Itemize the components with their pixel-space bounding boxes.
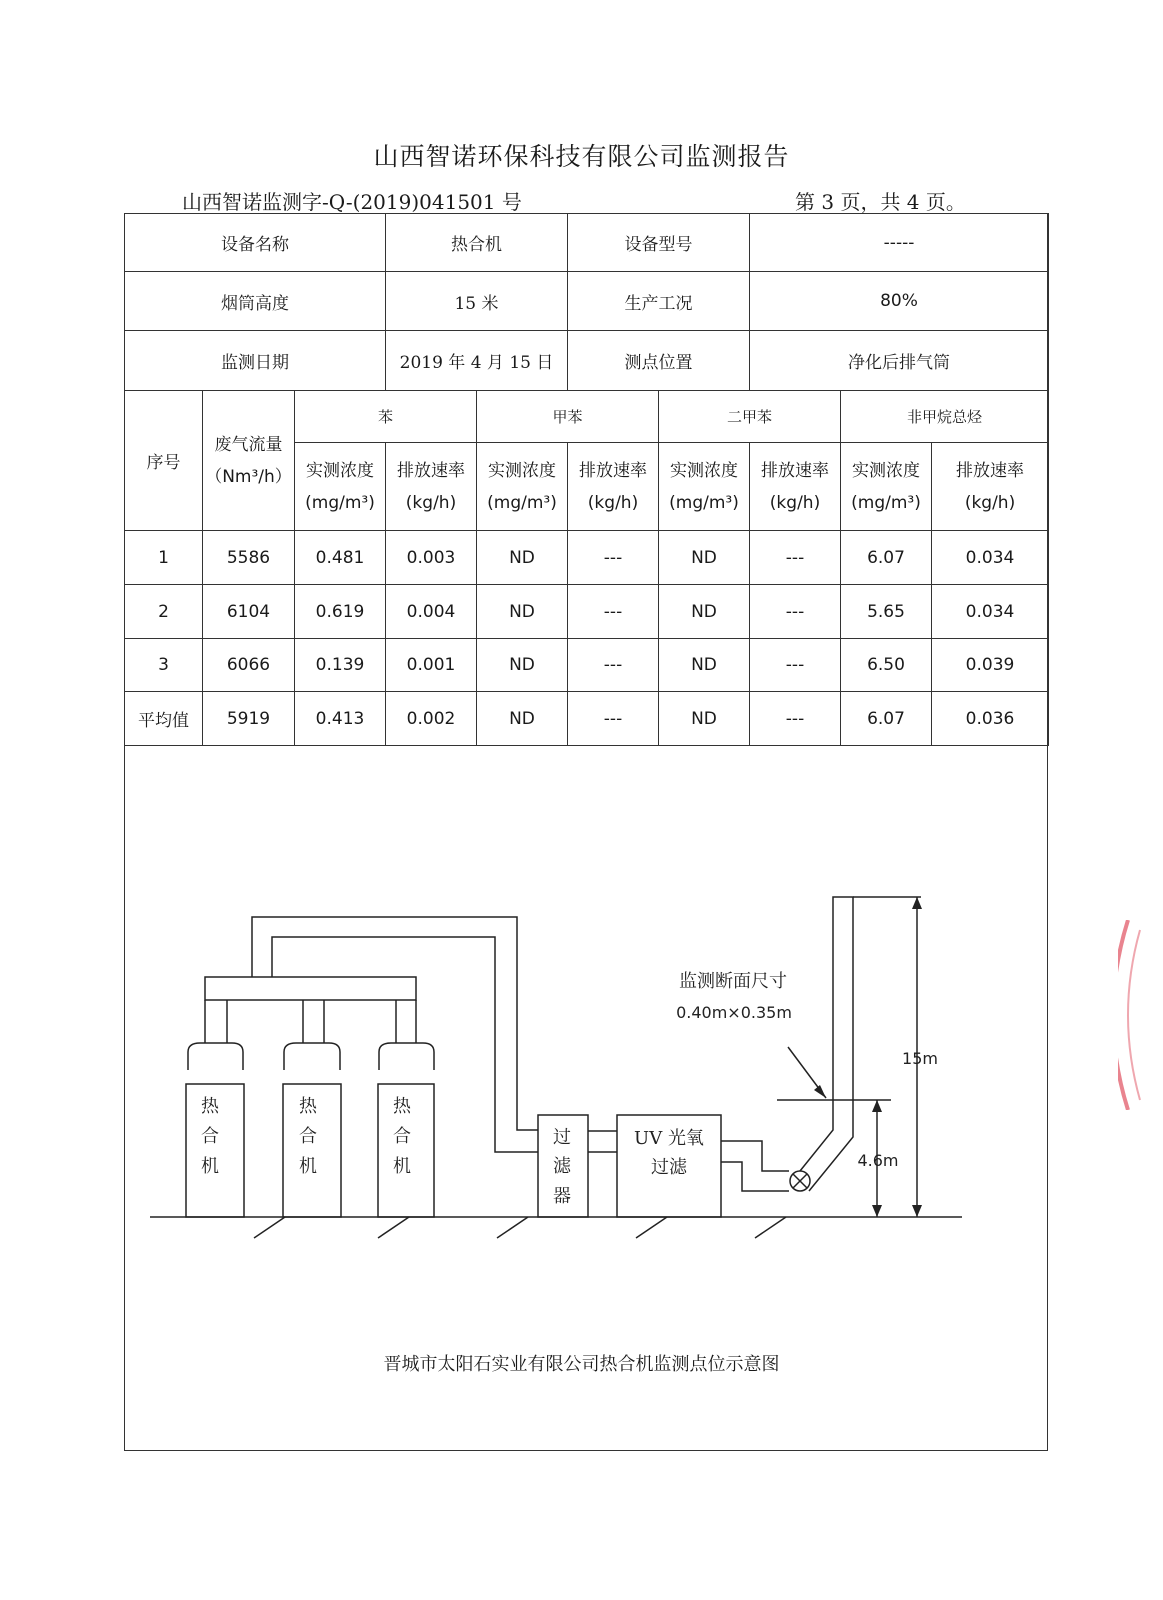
machine-label: 合 [201, 1126, 219, 1147]
rate-label: 排放速率 [579, 460, 647, 481]
table-cell: 0.413 [295, 692, 386, 746]
table-cell: ND [659, 639, 750, 692]
machine-label: 热 [299, 1096, 317, 1117]
chimney-height-label: 烟筒高度 [125, 272, 386, 331]
group-benzene: 苯 [295, 391, 477, 443]
document-number: 山西智诺监测字-Q-(2019)041501 号 [182, 190, 522, 214]
rate-unit: (kg/h) [964, 492, 1016, 513]
conc-unit: (mg/m³) [305, 492, 375, 513]
seq-header: 序号 [125, 391, 203, 531]
table-cell: 0.139 [295, 639, 386, 692]
conc-unit: (mg/m³) [487, 492, 557, 513]
arrow-icon [872, 1100, 882, 1112]
outlet-duct-lower [721, 1162, 789, 1191]
table-cell: --- [750, 531, 841, 585]
machine-label: 机 [299, 1156, 317, 1177]
red-seal-stamp [1118, 920, 1163, 1110]
group-xylene: 二甲苯 [659, 391, 841, 443]
table-cell: 6.50 [841, 639, 932, 692]
arrow-icon [872, 1205, 882, 1217]
table-cell: --- [568, 692, 659, 746]
arrow-icon [912, 1205, 922, 1217]
table-cell: 6104 [203, 585, 295, 639]
flow-header-unit: （Nm³/h） [205, 466, 292, 487]
device-model-label: 设备型号 [568, 214, 750, 272]
exhaust-stack [800, 897, 853, 1191]
rate-unit: (kg/h) [405, 492, 457, 513]
conc-label: 实测浓度 [306, 460, 374, 481]
table-cell: 5586 [203, 531, 295, 585]
hood [188, 1043, 243, 1070]
conc-label: 实测浓度 [852, 460, 920, 481]
machine-label: 热 [393, 1096, 411, 1117]
table-cell: --- [568, 531, 659, 585]
machine-label: 合 [299, 1126, 317, 1147]
arrow-icon [814, 1085, 826, 1098]
hood [379, 1043, 434, 1070]
table-cell: 平均值 [125, 692, 203, 746]
table-cell: 0.003 [386, 531, 477, 585]
table-cell: 0.034 [932, 585, 1049, 639]
table-cell: 2 [125, 585, 203, 639]
table-cell: --- [568, 585, 659, 639]
table-cell: 6.07 [841, 692, 932, 746]
table-cell: ND [477, 531, 568, 585]
uv-label: UV 光氧 [634, 1128, 704, 1149]
uv-label: 过滤 [651, 1157, 687, 1178]
table-cell: 6.07 [841, 531, 932, 585]
rate-label: 排放速率 [956, 460, 1025, 481]
hood [284, 1043, 340, 1070]
section-label: 监测断面尺寸 [679, 971, 787, 992]
table-cell: --- [750, 639, 841, 692]
table-cell: ND [477, 639, 568, 692]
table-cell: 1 [125, 531, 203, 585]
machine-label: 合 [393, 1126, 411, 1147]
table-cell: 0.001 [386, 639, 477, 692]
table-cell: 5919 [203, 692, 295, 746]
table-cell: ND [477, 692, 568, 746]
table-cell: --- [750, 585, 841, 639]
condition-value: 80% [750, 272, 1049, 331]
device-name-value: 热合机 [386, 214, 568, 272]
table-cell: 0.481 [295, 531, 386, 585]
page-number: 第 3 页，共 4 页。 [795, 190, 966, 214]
report-title: 山西智诺环保科技有限公司监测报告 [373, 142, 790, 171]
table-cell: 6066 [203, 639, 295, 692]
table-cell: 3 [125, 639, 203, 692]
table-cell: --- [750, 692, 841, 746]
height-total-label: 15m [902, 1049, 938, 1068]
table-cell: 0.004 [386, 585, 477, 639]
rate-unit: (kg/h) [587, 492, 639, 513]
machine-label: 机 [393, 1156, 411, 1177]
outlet-duct-upper [721, 1141, 789, 1171]
table-cell: --- [568, 639, 659, 692]
conc-label: 实测浓度 [670, 460, 738, 481]
conc-label: 实测浓度 [488, 460, 556, 481]
date-label: 监测日期 [125, 331, 386, 391]
filter-label: 滤 [553, 1156, 571, 1177]
duct-inner [272, 937, 538, 1152]
machine-label: 机 [201, 1156, 219, 1177]
table-cell: ND [659, 531, 750, 585]
chimney-height-value: 15 米 [386, 272, 568, 331]
table-cell: 0.039 [932, 639, 1049, 692]
conc-unit: (mg/m³) [669, 492, 739, 513]
conc-unit: (mg/m³) [851, 492, 921, 513]
condition-label: 生产工况 [568, 272, 750, 331]
group-toluene: 甲苯 [477, 391, 659, 443]
table-cell: 0.036 [932, 692, 1049, 746]
group-nmhc: 非甲烷总烃 [841, 391, 1049, 443]
table-cell: 5.65 [841, 585, 932, 639]
device-name-label: 设备名称 [125, 214, 386, 272]
arrow-icon [912, 897, 922, 909]
table-cell: 0.034 [932, 531, 1049, 585]
table-cell: 0.619 [295, 585, 386, 639]
location-value: 净化后排气筒 [750, 331, 1049, 391]
diagram-caption: 晋城市太阳石实业有限公司热合机监测点位示意图 [383, 1354, 780, 1375]
rate-label: 排放速率 [761, 460, 829, 481]
rate-unit: (kg/h) [769, 492, 821, 513]
manifold [205, 977, 416, 1000]
location-label: 测点位置 [568, 331, 750, 391]
date-value: 2019 年 4 月 15 日 [386, 331, 568, 391]
height-sample-label: 4.6m [857, 1151, 899, 1170]
table-cell: ND [659, 585, 750, 639]
flow-header-label: 废气流量 [214, 434, 283, 455]
table-cell: 0.002 [386, 692, 477, 746]
rate-label: 排放速率 [397, 460, 465, 481]
filter-label: 器 [553, 1186, 571, 1207]
machine-label: 热 [201, 1096, 219, 1117]
filter-label: 过 [553, 1127, 571, 1148]
section-size: 0.40m×0.35m [676, 1003, 792, 1022]
table-cell: ND [477, 585, 568, 639]
device-model-value: ----- [750, 214, 1049, 272]
table-cell: ND [659, 692, 750, 746]
